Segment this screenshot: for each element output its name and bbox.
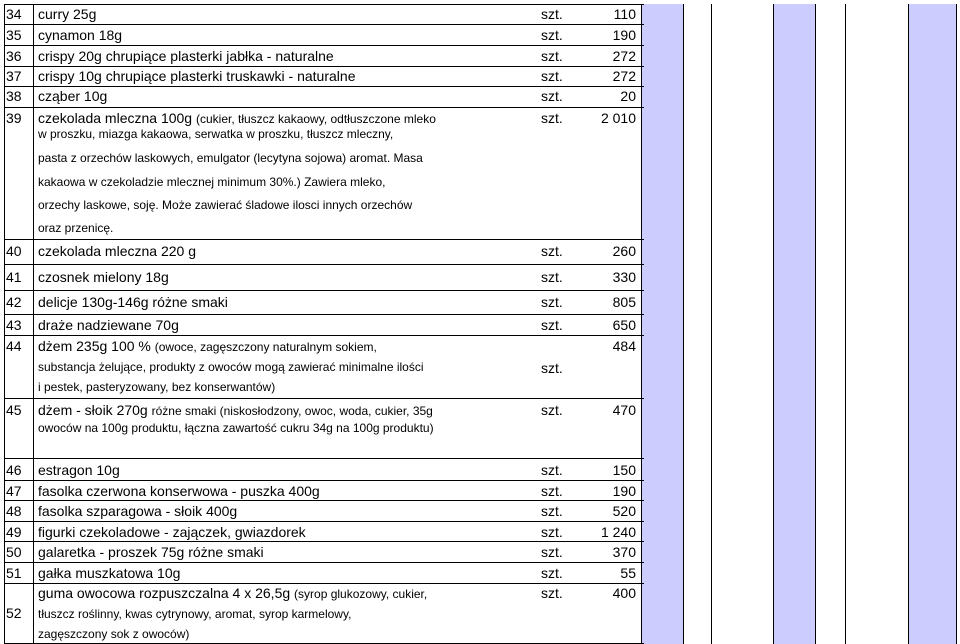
quantity: 55 — [620, 565, 636, 581]
unit-label: szt. — [541, 565, 563, 581]
product-name-main: czekolada mleczna 100g — [38, 110, 193, 126]
product-note-line: orzechy laskowe, soję. Może zawierać śladowe ilosci innych orzechów — [38, 198, 413, 212]
quantity: 650 — [612, 317, 636, 333]
unit-label: szt. — [541, 360, 563, 376]
row-number: 43 — [6, 317, 22, 333]
product-note-line: owoców na 100g produktu, łączna zawartość cukru 34g na 100g produktu) — [38, 421, 434, 435]
unit-label: szt. — [541, 483, 563, 499]
product-name: czosnek mielony 18g — [38, 269, 169, 285]
row-number: 47 — [6, 483, 22, 499]
product-name-main: dżem - słoik 270g — [38, 402, 148, 418]
unit-label: szt. — [541, 317, 563, 333]
quantity: 272 — [612, 48, 636, 64]
row-line — [4, 500, 644, 501]
row-line — [4, 107, 644, 108]
row-line — [4, 264, 644, 265]
product-note: (cukier, tłuszcz kakaowy, odtłuszczone mleko — [196, 112, 436, 126]
row-line — [4, 239, 644, 240]
row-line — [4, 290, 644, 291]
product-name: crispy 10g chrupiące plasterki truskawki - naturalne — [38, 68, 356, 84]
product-name: curry 25g — [38, 6, 97, 22]
column-band — [773, 4, 815, 644]
row-line — [4, 86, 644, 87]
quantity: 20 — [620, 88, 636, 104]
row-number: 44 — [6, 338, 22, 354]
row-number: 52 — [6, 605, 22, 621]
product-name: galaretka - proszek 75g różne smaki — [38, 544, 264, 560]
grid-line — [845, 4, 846, 644]
row-line — [4, 521, 644, 522]
product-note-line: i pestek, pasteryzowany, bez konserwantów) — [38, 380, 276, 394]
row-line — [4, 541, 644, 542]
unit-label: szt. — [541, 503, 563, 519]
row-number: 38 — [6, 88, 22, 104]
product-note: różne smaki (niskosłodzony, owoc, woda, cukier, 35g — [151, 404, 433, 418]
product-note-line: oraz przenicę. — [38, 221, 114, 235]
column-band — [908, 4, 956, 644]
quantity: 110 — [613, 6, 636, 22]
product-note-line: kakaowa w czekoladzie mlecznej minimum 30%.) Zawiera mleko, — [38, 175, 386, 189]
unit-label: szt. — [541, 544, 563, 560]
quantity: 520 — [612, 503, 636, 519]
row-number: 40 — [6, 243, 22, 259]
product-name: fasolka szparagowa - słoik 400g — [38, 503, 238, 519]
product-note: (owoce, zagęszczony naturalnym sokiem, — [154, 340, 377, 354]
grid-line — [815, 4, 816, 644]
quantity: 470 — [612, 402, 636, 418]
grid-line — [711, 4, 712, 644]
quantity: 190 — [612, 483, 636, 499]
product-note-line: tłuszcz roślinny, kwas cytrynowy, aromat, syrop karmelowy, — [38, 607, 352, 621]
product-name — [38, 585, 427, 602]
quantity: 484 — [612, 338, 636, 354]
row-number: 51 — [6, 565, 22, 581]
row-line — [4, 4, 644, 5]
unit-label: szt. — [541, 68, 563, 84]
row-line — [4, 562, 644, 563]
quantity: 150 — [612, 462, 636, 478]
product-name: delicje 130g-146g różne smaki — [38, 294, 228, 310]
row-number: 36 — [6, 48, 22, 64]
product-note-line: substancja żelujące, produkty z owoców mogą zawierać minimalne ilości — [38, 360, 424, 374]
product-name: figurki czekoladowe - zajączek, gwiazdorek — [38, 524, 306, 540]
product-name: gałka muszkatowa 10g — [38, 565, 181, 581]
product-name: cynamon 18g — [38, 27, 123, 43]
row-line — [4, 24, 644, 25]
unit-label: szt. — [541, 48, 563, 64]
product-name: estragon 10g — [38, 462, 120, 478]
grid-line — [683, 4, 684, 644]
column-band — [641, 4, 683, 644]
unit-label: szt. — [541, 462, 563, 478]
product-name — [38, 110, 436, 127]
row-number: 35 — [6, 27, 22, 43]
row-number: 39 — [6, 110, 22, 126]
quantity: 1 240 — [600, 524, 636, 540]
grid-line — [908, 4, 909, 644]
grid-line — [33, 4, 34, 644]
product-name: czekolada mleczna 220 g — [38, 243, 196, 259]
unit-label: szt. — [541, 269, 563, 285]
row-line — [4, 45, 644, 46]
product-note-line: pasta z orzechów laskowych, emulgator (lecytyna sojowa) aromat. Masa — [38, 151, 423, 165]
row-line — [4, 398, 644, 399]
unit-label: szt. — [541, 294, 563, 310]
quantity: 2 010 — [600, 110, 636, 126]
quantity: 260 — [612, 243, 636, 259]
row-number: 42 — [6, 294, 22, 310]
row-number: 37 — [6, 68, 22, 84]
quantity: 190 — [612, 27, 636, 43]
row-number: 41 — [6, 269, 22, 285]
grid-line — [773, 4, 774, 644]
product-name-main: guma owocowa rozpuszczalna 4 x 26,5g — [38, 585, 291, 601]
row-line — [4, 480, 644, 481]
product-note-line: w proszku, miazga kakaowa, serwatka w proszku, tłuszcz mleczny, — [38, 127, 394, 141]
unit-label: szt. — [541, 524, 563, 540]
row-number: 50 — [6, 544, 22, 560]
row-number: 46 — [6, 462, 22, 478]
unit-label: szt. — [541, 402, 563, 418]
unit-label: szt. — [541, 27, 563, 43]
grid-line — [4, 4, 5, 644]
row-line — [4, 458, 644, 459]
unit-label: szt. — [541, 110, 563, 126]
product-note: (syrop glukozowy, cukier, — [294, 587, 428, 601]
row-number: 45 — [6, 402, 22, 418]
product-name — [38, 338, 377, 355]
product-note-line: zagęszczony sok z owoców) — [38, 627, 190, 641]
unit-label: szt. — [541, 6, 563, 22]
quantity: 330 — [612, 269, 636, 285]
grid-line — [641, 4, 642, 644]
product-name-main: dżem 235g 100 % — [38, 338, 151, 354]
quantity: 400 — [612, 585, 636, 601]
unit-label: szt. — [541, 585, 563, 601]
row-number: 34 — [6, 6, 22, 22]
row-number: 48 — [6, 503, 22, 519]
row-line — [4, 335, 644, 336]
product-name: draże nadziewane 70g — [38, 317, 179, 333]
quantity: 272 — [612, 68, 636, 84]
unit-label: szt. — [541, 243, 563, 259]
grid-line — [956, 4, 957, 644]
row-line — [4, 66, 644, 67]
row-number: 49 — [6, 524, 22, 540]
product-name: cząber 10g — [38, 88, 108, 104]
product-name: fasolka czerwona konserwowa - puszka 400g — [38, 483, 320, 499]
quantity: 805 — [612, 294, 636, 310]
product-name: crispy 20g chrupiące plasterki jabłka - naturalne — [38, 48, 334, 64]
quantity: 370 — [612, 544, 636, 560]
row-line — [4, 314, 644, 315]
row-line — [4, 583, 644, 584]
product-name — [38, 402, 433, 419]
unit-label: szt. — [541, 88, 563, 104]
